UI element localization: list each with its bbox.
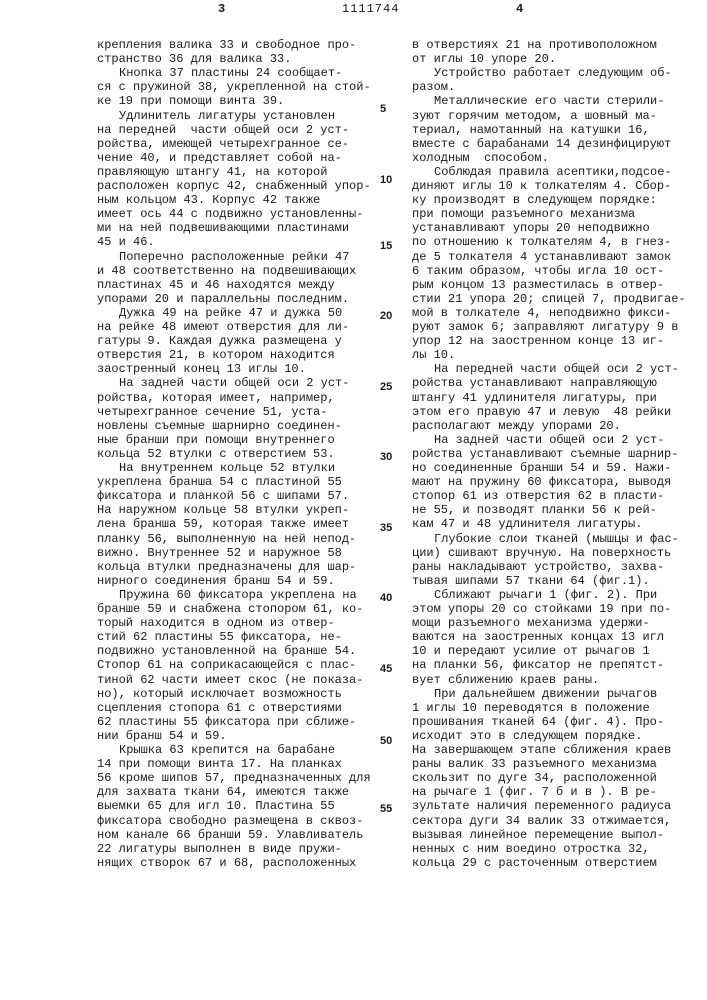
text-line: лена бранша 59, которая также имеет (97, 517, 349, 531)
text-line: раны накладывают устройство, захва- (412, 560, 664, 574)
margin-line-number: 5 (380, 103, 386, 116)
text-line: нии бранш 54 и 59. (97, 729, 227, 743)
text-line: На наружном кольце 58 втулки укреп- (97, 503, 349, 517)
text-line: упорами 20 и параллельны последним. (97, 292, 349, 306)
text-line: вместе с барабанами 14 дезинфицируют (412, 137, 671, 151)
text-line: этом упоры 20 со стойками 19 при по- (412, 602, 671, 616)
text-line: устанавливают упоры 20 неподвижно (412, 221, 650, 235)
text-line: располагают между упорами 20. (412, 419, 621, 433)
text-line: Крышка 63 крепится на барабане (97, 743, 335, 757)
text-line: гатуры 9. Каждая дужка размещена у (97, 334, 342, 348)
text-line: Удлинитель лигатуры установлен (97, 109, 335, 123)
text-line: мой в толкателе 4, неподвижно фикси- (412, 306, 671, 320)
margin-line-number: 45 (380, 663, 392, 676)
text-line: 10 и передают усилие от рычагов 1 (412, 644, 650, 658)
text-line: На внутреннем кольце 52 втулки (97, 461, 335, 475)
text-line: 45 и 46. (97, 235, 155, 249)
text-line: 6 таким образом, чтобы игла 10 ост- (412, 264, 664, 278)
text-line: 62 пластины 55 фиксатора при сближе- (97, 715, 356, 729)
text-line: этом его правую 47 и левую 48 рейки (412, 405, 671, 419)
text-line: Кнопка 37 пластины 24 сообщает- (97, 66, 342, 80)
margin-line-number: 40 (380, 592, 392, 605)
text-line: Устройство работает следующим об- (412, 66, 672, 80)
margin-line-number: 20 (380, 310, 392, 323)
text-line: нирного соединения бранш 54 и 59. (97, 574, 335, 588)
text-line: ные бранши при помощи внутреннего (97, 433, 335, 447)
text-line: де 5 толкателя 4 устанавливают замок (412, 250, 671, 264)
text-line: вызывая линейное перемещение выпол- (412, 828, 664, 842)
text-line: но), который исключает возможность (97, 687, 342, 701)
text-line: ку производят в следующем порядке: (412, 193, 657, 207)
text-line: мощи разъемного механизма удержи- (412, 616, 650, 630)
text-line: расположен корпус 42, снабженный упор- (97, 179, 371, 193)
text-line: кам 47 и 48 удлинителя лигатуры. (412, 517, 642, 531)
margin-line-number: 55 (380, 803, 392, 816)
text-line: укреплена бранша 54 с пластиной 55 (97, 475, 342, 489)
text-line: зультате наличия переменного радиуса (412, 799, 671, 813)
text-line: тиной 62 части имеет скос (не показа- (97, 673, 363, 687)
text-line: Соблюдая правила асептики,подсое- (412, 165, 672, 179)
page-number-right: 4 (516, 2, 523, 16)
text-line: 14 при помощи винта 17. На планках (97, 757, 342, 771)
text-line: Глубокие слои тканей (мышцы и фас- (412, 532, 679, 546)
text-line: На задней части общей оси 2 уст- (97, 376, 349, 390)
text-line: штангу 41 удлинителя лигатуры, при (412, 391, 657, 405)
text-line: териал, намотанный на катушки 16, (412, 123, 650, 137)
text-line: ми на ней подвешивающими пластинами (97, 221, 349, 235)
text-line: на рейке 48 имеют отверстия для ли- (97, 320, 349, 334)
text-line: в отверстиях 21 на противоположном (412, 38, 657, 52)
text-line: 56 кроме шипов 57, предназначенных для (97, 771, 371, 785)
text-line: вижно. Внутреннее 52 и наружное 58 (97, 546, 342, 560)
text-line: Поперечно расположенные рейки 47 (97, 250, 349, 264)
text-line: ваются на заостренных концах 13 игл (412, 630, 664, 644)
text-line: прошивания тканей 64 (фиг. 4). Про- (412, 715, 664, 729)
page-number-left: 3 (218, 2, 225, 16)
text-line: диняют иглы 10 к толкателям 4. Сбор- (412, 179, 671, 193)
text-line: правляющую штангу 41, на которой (97, 165, 327, 179)
text-line: новлены съемные шарнирно соединен- (97, 419, 342, 433)
patent-number: 1111744 (342, 2, 399, 16)
text-line: ном канале 66 бранши 59. Улавливатель (97, 828, 363, 842)
text-line: сцепления стопора 61 с отверстиями (97, 701, 342, 715)
text-line: стопор 61 из отверстия 62 в пласти- (412, 489, 664, 503)
text-line: по отношению к толкателям 4, в гнез- (412, 235, 671, 249)
text-line: ройства устанавливают направляющую (412, 376, 657, 390)
text-line: кольца втулки предназначены для шар- (97, 560, 356, 574)
text-line: от иглы 10 упоре 20. (412, 52, 556, 66)
text-line: На задней части общей оси 2 уст- (412, 433, 664, 447)
text-line: на передней части общей оси 2 уст- (97, 123, 349, 137)
text-line: стий 62 пластины 55 фиксатора, не- (97, 630, 342, 644)
text-line: и 48 соответственно на подвешивающих (97, 264, 356, 278)
text-line: раны валик 33 разъемного механизма (412, 757, 657, 771)
text-line: на планки 56, фиксатор не препятст- (412, 658, 664, 672)
text-line: сектора дуги 34 валик 33 отжимается, (412, 814, 671, 828)
margin-line-number: 50 (380, 735, 392, 748)
text-line: лы 10. (412, 348, 455, 362)
text-line: При дальнейшем движении рычагов (412, 687, 657, 701)
text-line: пластинах 45 и 46 находятся между (97, 278, 335, 292)
margin-line-number: 35 (380, 522, 392, 535)
text-line: торый находится в одном из отвер- (97, 616, 335, 630)
text-line: На завершающем этапе сближения краев (412, 743, 671, 757)
text-line: планку 56, выполненную на ней непод- (97, 532, 356, 546)
text-line: Стопор 61 на соприкасающейся с плас- (97, 658, 356, 672)
text-line: кольца 52 втулки с отверстием 53. (97, 447, 335, 461)
text-line: для захвата ткани 64, имеются также (97, 785, 349, 799)
text-line: имеет ось 44 с подвижно установленны- (97, 207, 363, 221)
text-line: кольца 29 с расточенным отверстием (412, 856, 657, 870)
text-line: чение 40, и представляет собой на- (97, 151, 342, 165)
text-line: упор 12 на заостренном конце 13 иг- (412, 334, 664, 348)
text-line: На передней части общей оси 2 уст- (412, 362, 679, 376)
text-line: при помощи разъемного механизма (412, 207, 635, 221)
text-line: четырехгранное сечение 51, уста- (97, 405, 327, 419)
text-line: не 55, и позводят планки 56 к рей- (412, 503, 657, 517)
text-line: на рычаге 1 (фиг. 7 б и в ). В ре- (412, 785, 657, 799)
text-line: ся с пружиной 38, укрепленной на стой- (97, 80, 371, 94)
text-line: отверстия 21, в котором находится (97, 348, 335, 362)
text-line: подвижно установленной на бранше 54. (97, 644, 356, 658)
text-line: холодным способом. (412, 151, 549, 165)
text-line: Сближают рычаги 1 (фиг. 2). При (412, 588, 657, 602)
text-line: заостренный конец 13 иглы 10. (97, 362, 306, 376)
text-line: Дужка 49 на рейке 47 и дужка 50 (97, 306, 342, 320)
text-line: но соединенные бранши 54 и 59. Нажи- (412, 461, 671, 475)
text-line: выемки 65 для игл 10. Пластина 55 (97, 799, 335, 813)
text-line: руют замок 6; заправляют лигатуру 9 в (412, 320, 678, 334)
text-line: ненных с ним воедино отростка 32, (412, 842, 650, 856)
margin-line-number: 30 (380, 451, 392, 464)
text-line: стии 21 упора 20; спицей 7, продвигае- (412, 292, 686, 306)
text-line: бранше 59 и снабжена стопором 61, ко- (97, 602, 363, 616)
text-line: ройства, имеющей четырехгранное се- (97, 137, 349, 151)
text-line: мают на пружину 60 фиксатора, выводя (412, 475, 671, 489)
margin-line-number: 15 (380, 240, 392, 253)
text-line: 1 иглы 10 переводятся в положение (412, 701, 650, 715)
text-line: зуют горячим методом, а шовный ма- (412, 109, 657, 123)
text-line: крепления валика 33 и свободное про- (97, 38, 356, 52)
text-line: фиксатора свободно размещена в сквоз- (97, 814, 363, 828)
text-line: странство 36 для валика 33. (97, 52, 291, 66)
text-line: ции) сшивают вручную. На поверхность (412, 546, 671, 560)
text-line: Пружина 60 фиксатора укреплена на (97, 588, 357, 602)
text-line: 22 лигатуры выполнен в виде пружи- (97, 842, 342, 856)
text-line: нящих створок 67 и 68, расположенных (97, 856, 356, 870)
text-line: вует сближению краев раны. (412, 673, 599, 687)
text-line: Металлические его части стерили- (412, 94, 664, 108)
margin-line-number: 25 (380, 381, 392, 394)
text-line: ройства, которая имеет, например, (97, 391, 335, 405)
text-line: ке 19 при помощи винта 39. (97, 94, 284, 108)
text-line: рым концом 13 разместилась в отвер- (412, 278, 664, 292)
text-line: тывая шипами 57 ткани 64 (фиг.1). (412, 574, 650, 588)
text-line: скользит по дуге 34, расположенной (412, 771, 657, 785)
margin-line-number: 10 (380, 174, 392, 187)
text-line: фиксатора и планкой 56 с шипами 57. (97, 489, 349, 503)
text-line: исходит это в следующем порядке. (412, 729, 642, 743)
text-line: ройства устанавливают съемные шарнир- (412, 447, 678, 461)
text-line: ным кольцом 43. Корпус 42 также (97, 193, 320, 207)
text-line: разом. (412, 80, 455, 94)
